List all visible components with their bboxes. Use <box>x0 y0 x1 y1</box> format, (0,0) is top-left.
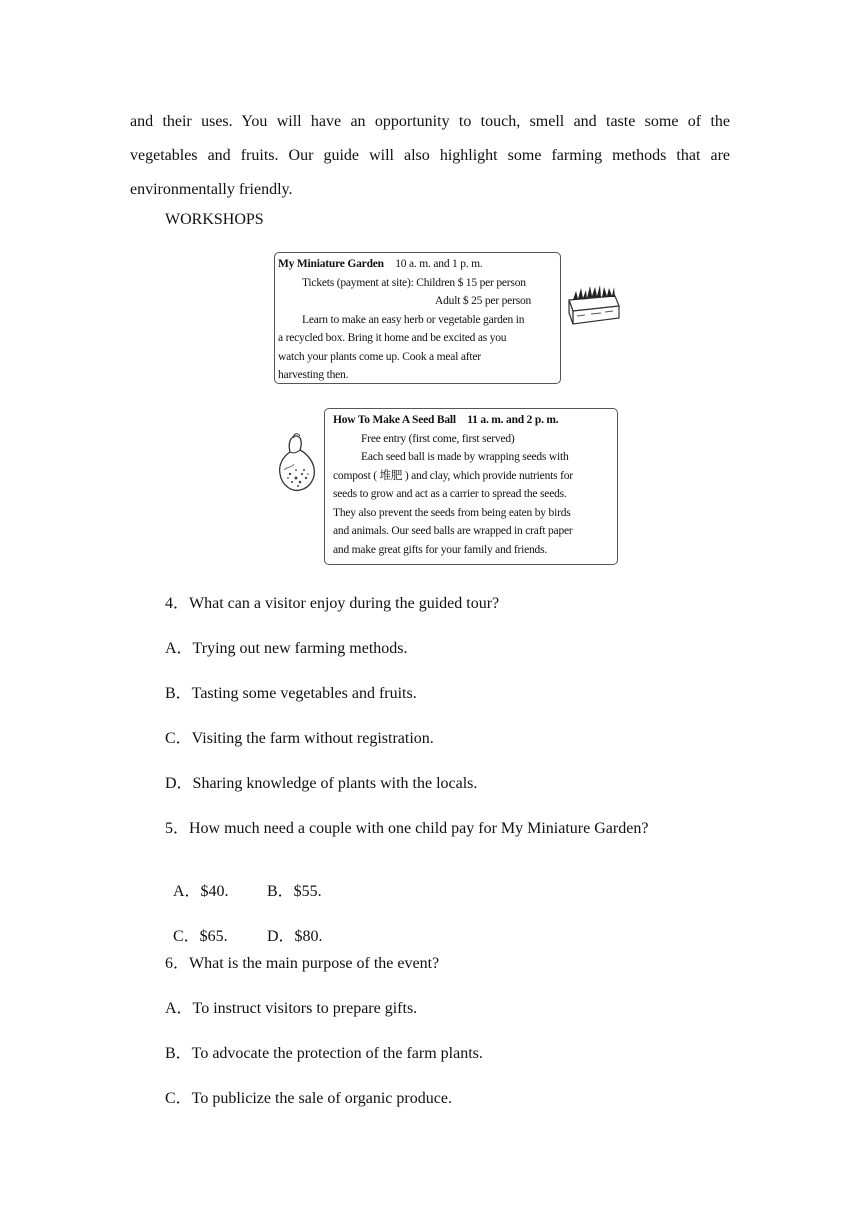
workshop-desc-line: Each seed ball is made by wrapping seeds with <box>361 451 569 463</box>
intro-line: and their uses. You will have an opportunity to touch, smell and taste some of the <box>130 113 730 130</box>
intro-line: environmentally friendly. <box>130 181 293 198</box>
options-row <box>165 860 322 901</box>
workshops-heading: WORKSHOPS <box>165 211 264 228</box>
workshop-desc-line: seeds to grow and act as a carrier to spread the seeds. <box>333 488 567 500</box>
question-5: 5．How much need a couple with one child pay for My Miniature Garden? <box>165 820 649 837</box>
workshop-desc-line: a recycled box. Bring it home and be excited as you <box>278 332 507 344</box>
workshop-desc-line: They also prevent the seeds from being eaten by birds <box>333 506 571 519</box>
workshop-title: My Miniature Garden <box>278 258 384 270</box>
option-a: A．To instruct visitors to prepare gifts. <box>165 1000 418 1017</box>
intro-paragraph <box>130 105 730 207</box>
ticket-price-line: Adult $ 25 per person <box>435 295 532 307</box>
workshop-time: 11 a. m. and 2 p. m. <box>467 414 559 426</box>
workshop-title: How To Make A Seed Ball <box>333 414 456 426</box>
option-b: B．Tasting some vegetables and fruits. <box>165 685 417 702</box>
workshop-card-miniature-garden <box>274 252 561 384</box>
option-a: A．$40. <box>173 883 229 900</box>
option-b: B．To advocate the protection of the farm plants. <box>165 1045 483 1062</box>
workshop-desc-line: and make great gifts for your family and friends. <box>333 543 548 556</box>
seed-ball-icon <box>270 430 322 496</box>
option-a: A．Trying out new farming methods. <box>165 640 408 657</box>
entry-info: Free entry (first come, first served) <box>361 432 515 445</box>
workshop-desc-line: Learn to make an easy herb or vegetable garden in <box>302 313 525 326</box>
option-c: C．To publicize the sale of organic produce. <box>165 1090 452 1107</box>
question-6: 6．What is the main purpose of the event? <box>165 955 440 972</box>
option-c: C．Visiting the farm without registration. <box>165 730 434 747</box>
workshop-desc-line: watch your plants come up. Cook a meal after <box>278 350 481 363</box>
workshop-desc-line: harvesting then. <box>278 369 349 381</box>
option-b: B．$55. <box>267 883 322 900</box>
planter-box-icon <box>565 280 621 326</box>
question-4: 4．What can a visitor enjoy during the guided tour? <box>165 595 500 612</box>
option-d: D．$80. <box>267 928 323 945</box>
intro-line: vegetables and fruits. Our guide will also highlight some farming methods that are <box>130 147 730 164</box>
workshop-card-seed-ball <box>324 408 618 565</box>
options-row <box>165 905 323 946</box>
workshop-desc-line: and animals. Our seed balls are wrapped in craft paper <box>333 525 573 537</box>
workshop-desc-line: compost ( 堆肥 ) and clay, which provide nutrients for <box>333 469 573 482</box>
ticket-price-line: Tickets (payment at site): Children $ 15 per person <box>302 276 526 289</box>
workshop-time: 10 a. m. and 1 p. m. <box>395 258 483 270</box>
option-d: D．Sharing knowledge of plants with the locals. <box>165 775 478 792</box>
option-c: C．$65. <box>173 928 228 945</box>
